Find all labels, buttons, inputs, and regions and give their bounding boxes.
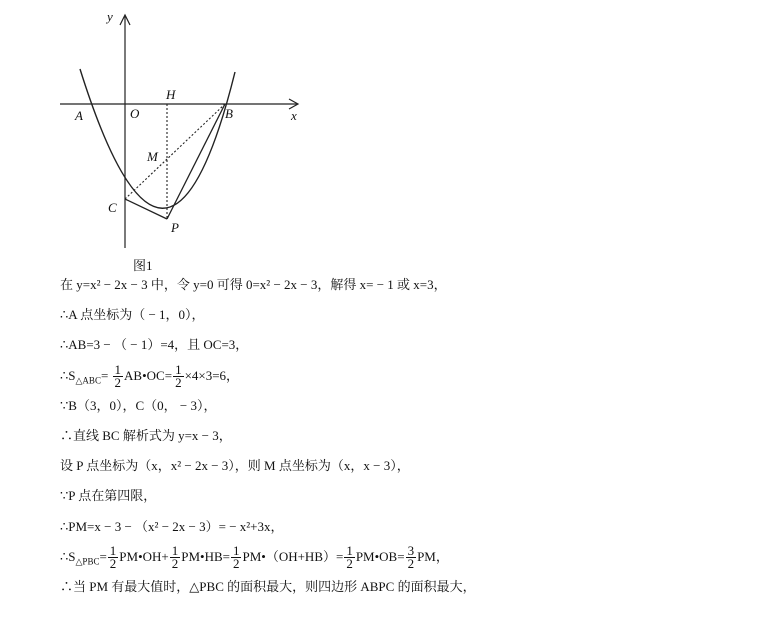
- fraction: [406, 545, 417, 570]
- expr: PM，: [417, 548, 449, 564]
- segment-PB: [167, 104, 225, 219]
- expr: PM•OH+: [119, 548, 169, 564]
- solution-line-4: [60, 361, 760, 391]
- parabola-diagram: [55, 8, 305, 263]
- fraction: [113, 364, 124, 389]
- numerator: 1: [109, 543, 117, 559]
- label-x: x: [291, 108, 297, 123]
- denominator: 2: [175, 375, 182, 391]
- solution-line-9: ∴PM=x − 3 − （x² − 2x − 3）= − x²+3x，: [60, 518, 284, 534]
- label-P: P: [171, 220, 179, 235]
- label-A: A: [75, 108, 83, 123]
- numerator: 1: [175, 362, 182, 378]
- expr: ×4×3=6，: [184, 367, 240, 383]
- area-subscript: △PBC: [75, 556, 100, 567]
- numerator: 1: [346, 543, 353, 559]
- label-H: H: [166, 87, 176, 102]
- fraction: [231, 545, 242, 570]
- expr: PM•HB=: [181, 548, 230, 564]
- denominator: 2: [346, 556, 353, 572]
- denominator: 2: [171, 556, 179, 572]
- solution-line-11: ∴当 PM 有最大值时，△PBC 的面积最大，则四边形 ABPC 的面积最大，: [60, 578, 476, 594]
- expr: AB•OC=: [124, 367, 173, 383]
- fraction: [344, 545, 355, 570]
- label-C: C: [108, 200, 117, 215]
- denominator: 2: [109, 556, 117, 572]
- area-prefix: ∴S: [60, 548, 76, 564]
- solution-line-1: 在 y=x² − 2x − 3 中，令 y=0 可得 0=x² − 2x − 3，解得 x= − 1 或 x=3，: [60, 277, 447, 292]
- solution-line-2: ∴A 点坐标为（ − 1，0），: [60, 307, 205, 323]
- parabola-figure: [55, 8, 305, 273]
- solution-line-6: ∴直线 BC 解析式为 y=x − 3，: [60, 427, 232, 443]
- solution-text: [60, 270, 760, 602]
- expr: PM•（OH+HB）=: [242, 548, 344, 564]
- fraction: [108, 545, 119, 570]
- equals: =: [100, 367, 109, 383]
- area-subscript: △ABC: [75, 375, 101, 386]
- solution-line-7: 设 P 点坐标为（x，x² − 2x − 3），则 M 点坐标为（x，x − 3），: [60, 458, 410, 474]
- label-y: y: [107, 9, 113, 24]
- area-prefix: ∴S: [60, 367, 76, 383]
- solution-line-5: ∵B（3，0），C（0， − 3），: [60, 397, 217, 413]
- figure-caption: 图1: [133, 258, 153, 273]
- solution-line-10: [60, 542, 760, 572]
- label-B: B: [225, 106, 233, 121]
- expr: PM•OB=: [355, 548, 405, 564]
- denominator: 2: [232, 556, 240, 572]
- equals: =: [99, 548, 107, 564]
- numerator: 1: [232, 543, 240, 559]
- denominator: 2: [407, 556, 415, 572]
- solution-line-8: ∵P 点在第四限，: [60, 488, 157, 504]
- numerator: 1: [171, 543, 179, 559]
- label-M: M: [147, 149, 158, 164]
- parabola-curve: [80, 69, 235, 208]
- fraction: [170, 545, 181, 570]
- numerator: 3: [407, 543, 415, 559]
- label-O: O: [130, 106, 140, 121]
- fraction: [173, 364, 184, 389]
- solution-line-3: ∴AB=3 − （ − 1）=4，且 OC=3，: [60, 337, 249, 353]
- denominator: 2: [114, 375, 122, 391]
- numerator: 1: [114, 362, 122, 378]
